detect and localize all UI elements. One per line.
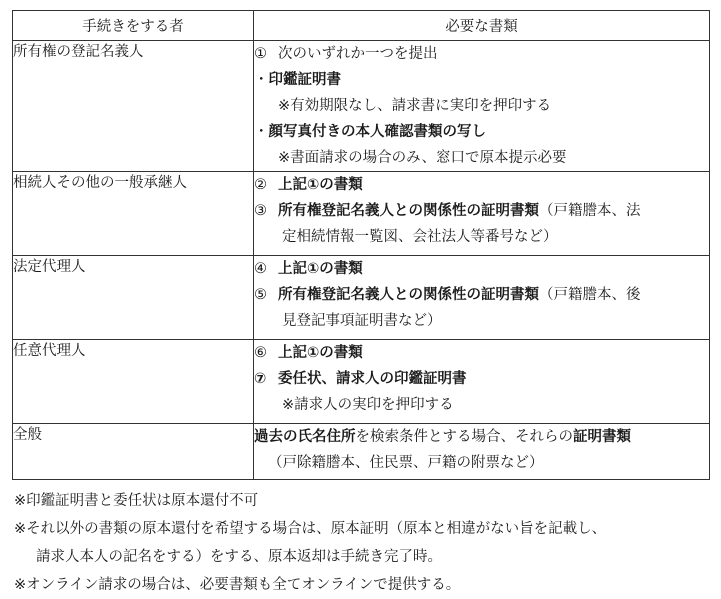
doc-continuation: 見登記事項証明書など） <box>282 313 442 329</box>
doc-name-bold: 所有権登記名義人との関係性の証明書類 <box>278 287 539 303</box>
header-applicant: 手続きをする者 <box>13 11 254 41</box>
doc-name-bold: 証明書類 <box>573 429 631 445</box>
applicant-cell: 法定代理人 <box>13 256 254 340</box>
doc-line <box>254 282 709 308</box>
applicant-cell: 全般 <box>13 424 254 480</box>
doc-name-bold: 委任状、請求人の印鑑証明書 <box>278 371 467 387</box>
documents-cell <box>254 172 710 256</box>
footnote: ※それ以外の書類の原本還付を希望する場合は、原本証明（原本と相違がない旨を記載し、 <box>14 521 607 537</box>
footnotes <box>14 487 714 599</box>
footnote: ※印鑑証明書と委任状は原本還付不可 <box>14 493 259 509</box>
doc-note: ※書面請求の場合のみ、窓口で原本提示必要 <box>278 150 567 166</box>
doc-line <box>254 424 709 450</box>
table-row <box>13 340 710 424</box>
doc-name-bold: 上記①の書類 <box>278 261 363 277</box>
doc-name-bold: 上記①の書類 <box>278 177 363 193</box>
item-number: ⑤ <box>254 287 267 303</box>
table-row <box>13 424 710 480</box>
footnote: ※オンライン請求の場合は、必要書類も全てオンラインで提供する。 <box>14 577 461 593</box>
applicant-cell: 所有権の登記名義人 <box>13 41 254 172</box>
documents-cell <box>254 340 710 424</box>
item-number: ① <box>254 46 267 62</box>
doc-line <box>254 340 709 366</box>
footnote-continuation: 請求人本人の記名をする）をする、原本返却は手続き完了時。 <box>36 549 442 565</box>
doc-name-bold: 顔写真付きの本人確認書類の写し <box>268 124 486 140</box>
item-number: ④ <box>254 261 267 277</box>
applicant-cell: 相続人その他の一般承継人 <box>13 172 254 256</box>
doc-line <box>254 366 709 392</box>
doc-name-bold: 所有権登記名義人との関係性の証明書類 <box>278 203 539 219</box>
table-row <box>13 172 710 256</box>
doc-note: ※有効期限なし、請求書に実印を押印する <box>278 98 552 114</box>
doc-name-bold: 過去の氏名住所 <box>254 429 356 445</box>
documents-cell <box>254 41 710 172</box>
doc-continuation: （戸除籍謄本、住民票、戸籍の附票など） <box>268 455 544 471</box>
doc-text: （戸籍謄本、後 <box>539 287 641 303</box>
doc-continuation: 定相続情報一覧図、会社法人等番号など） <box>282 229 558 245</box>
item-number: ⑥ <box>254 345 267 361</box>
doc-text: （戸籍謄本、法 <box>539 203 641 219</box>
bullet: ・ <box>254 124 269 140</box>
doc-text: 次のいずれか一つを提出 <box>278 46 438 62</box>
required-documents-table <box>12 10 710 480</box>
doc-name-bold: 上記①の書類 <box>278 345 363 361</box>
doc-line <box>254 67 709 93</box>
doc-line <box>254 119 709 145</box>
doc-line <box>254 256 709 282</box>
documents-cell <box>254 424 710 480</box>
item-number: ③ <box>254 203 267 219</box>
documents-cell <box>254 256 710 340</box>
bullet: ・ <box>254 72 269 88</box>
doc-line <box>254 41 709 67</box>
doc-text: を検索条件とする場合、それらの <box>355 429 573 445</box>
item-number: ⑦ <box>254 371 267 387</box>
doc-name-bold: 印鑑証明書 <box>268 72 341 88</box>
applicant-cell: 任意代理人 <box>13 340 254 424</box>
table-header-row <box>13 11 710 41</box>
doc-line <box>254 172 709 198</box>
doc-note: ※請求人の実印を押印する <box>282 397 454 413</box>
item-number: ② <box>254 177 267 193</box>
table-row <box>13 256 710 340</box>
header-documents: 必要な書類 <box>254 11 710 41</box>
table-row <box>13 41 710 172</box>
doc-line <box>254 198 709 224</box>
